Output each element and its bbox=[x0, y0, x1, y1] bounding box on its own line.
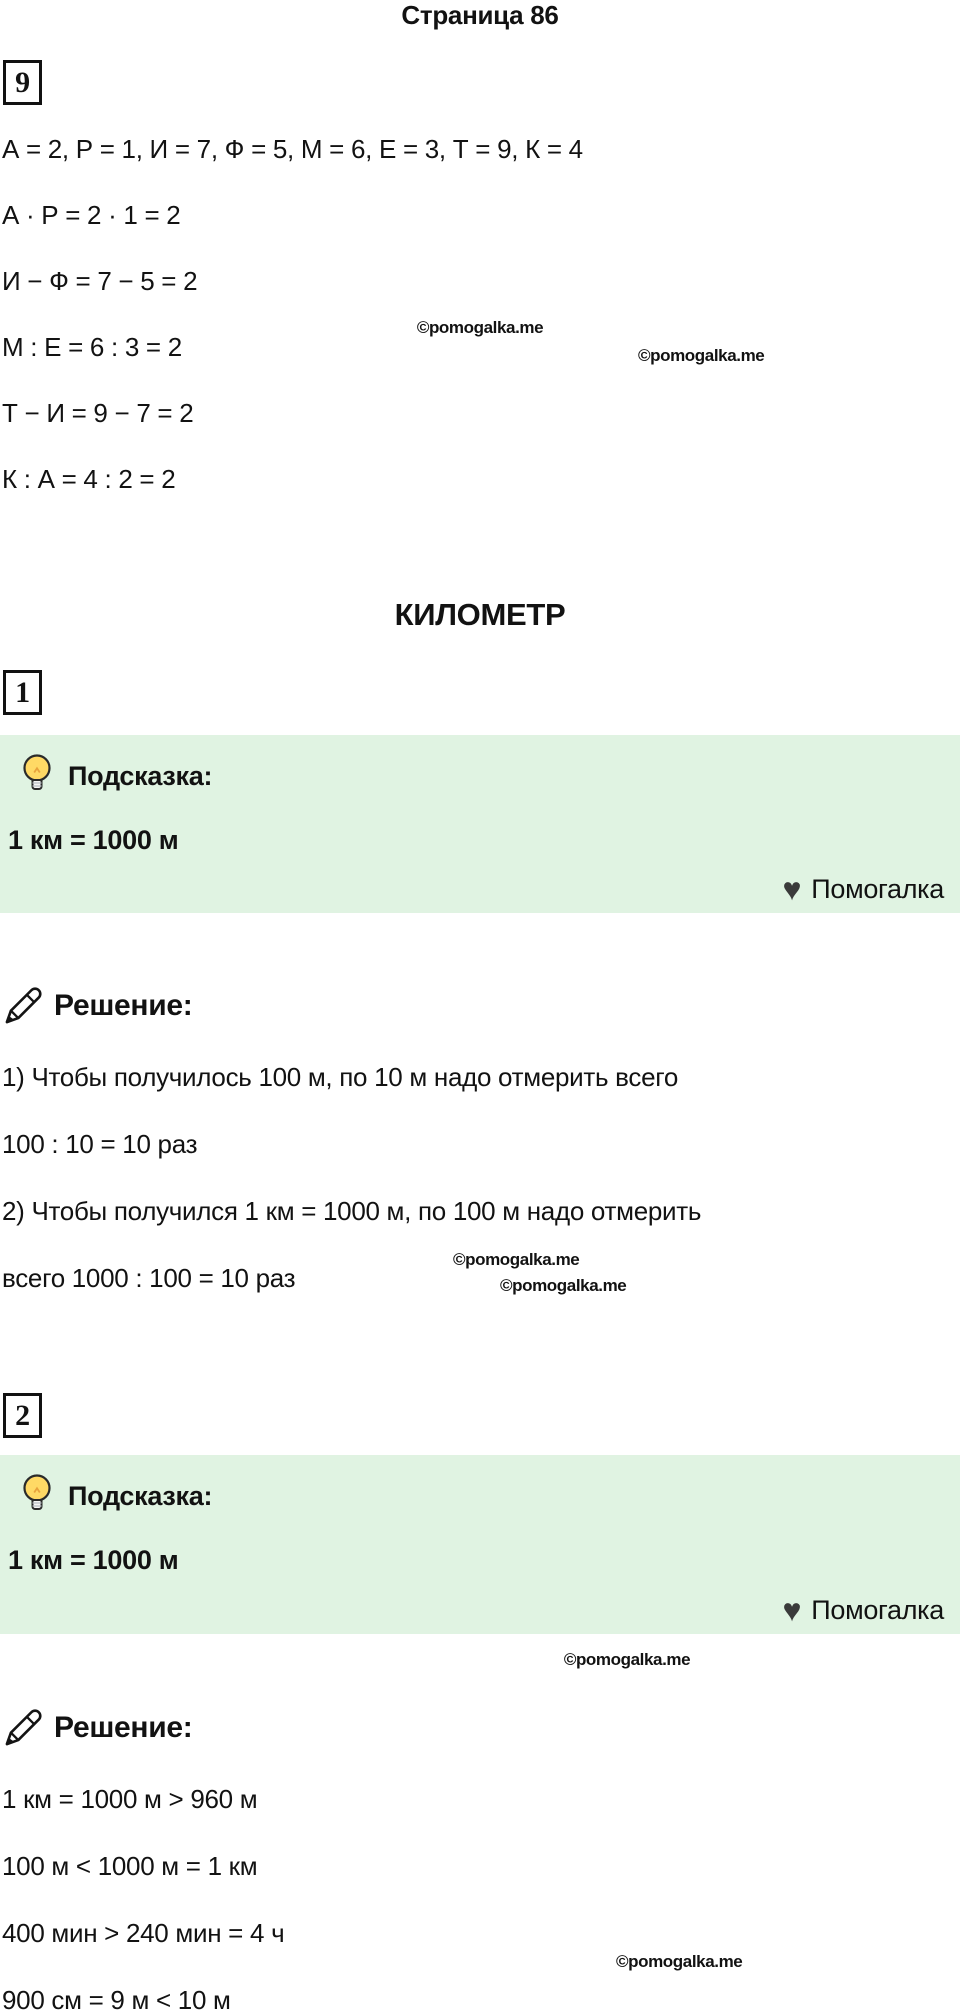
solution-line: 2) Чтобы получился 1 км = 1000 м, по 100 м надо отмерить bbox=[2, 1196, 702, 1226]
problem1-solution-header bbox=[2, 985, 192, 1027]
problem9-number: 9 bbox=[15, 65, 30, 99]
lightbulb-icon bbox=[20, 753, 54, 799]
problem2-number-box bbox=[3, 1393, 42, 1438]
watermark: ©pomogalka.me bbox=[563, 1650, 691, 1669]
solution-line: 900 см = 9 м < 10 м bbox=[2, 1985, 231, 2014]
hint-label: Подсказка: bbox=[68, 761, 213, 791]
watermark: ©pomogalka.me bbox=[638, 346, 765, 365]
equation-line: А = 2, Р = 1, И = 7, Ф = 5, М = 6, Е = 3, Т = 9, К = 4 bbox=[2, 134, 583, 164]
section-title: КИЛОМЕТР bbox=[394, 597, 566, 632]
heart-icon: ♥ bbox=[782, 1592, 802, 1628]
equation-line: И − Ф = 7 − 5 = 2 bbox=[2, 266, 198, 296]
brand-name: Помогалка bbox=[811, 874, 944, 904]
problem2-number: 2 bbox=[15, 1398, 30, 1432]
hint-text: 1 км = 1000 м bbox=[8, 825, 179, 855]
solution-line: 1) Чтобы получилось 100 м, по 10 м надо отмерить всего bbox=[2, 1062, 678, 1092]
hint-header bbox=[0, 1455, 960, 1519]
solution-line: 100 : 10 = 10 раз bbox=[2, 1129, 198, 1159]
pencil-icon bbox=[2, 1707, 44, 1749]
hint-header bbox=[0, 735, 960, 799]
hint-text: 1 км = 1000 м bbox=[8, 1545, 179, 1575]
equation-line: М : Е = 6 : 3 = 2 bbox=[2, 332, 182, 362]
solution-line: 400 мин > 240 мин = 4 ч bbox=[2, 1918, 285, 1948]
equation-line: А · Р = 2 · 1 = 2 bbox=[2, 200, 181, 230]
equation-line: Т − И = 9 − 7 = 2 bbox=[2, 398, 194, 428]
problem2-solution-header bbox=[2, 1707, 192, 1749]
hint-label: Подсказка: bbox=[68, 1481, 213, 1511]
pencil-icon bbox=[2, 985, 44, 1027]
solution-line: 1 км = 1000 м > 960 м bbox=[2, 1784, 258, 1814]
heart-icon: ♥ bbox=[782, 871, 802, 907]
equation-line: К : А = 4 : 2 = 2 bbox=[2, 464, 176, 494]
watermark: ©pomogalka.me bbox=[616, 1952, 743, 1971]
solution-label: Решение: bbox=[54, 989, 193, 1022]
problem2-hint-box bbox=[0, 1455, 960, 1634]
problem9-number-box bbox=[3, 60, 42, 105]
brand-badge bbox=[783, 1594, 944, 1626]
watermark: ©pomogalka.me bbox=[453, 1250, 580, 1269]
page-title: Страница 86 bbox=[401, 0, 559, 30]
watermark: ©pomogalka.me bbox=[416, 318, 544, 337]
brand-badge bbox=[783, 873, 944, 905]
problem1-hint-box bbox=[0, 735, 960, 913]
watermark: ©pomogalka.me bbox=[500, 1276, 627, 1295]
lightbulb-icon bbox=[20, 1473, 54, 1519]
solution-line: всего 1000 : 100 = 10 раз bbox=[2, 1263, 296, 1293]
problem1-number-box bbox=[3, 670, 42, 715]
problem1-number: 1 bbox=[15, 675, 30, 709]
solution-line: 100 м < 1000 м = 1 км bbox=[2, 1851, 258, 1881]
problem2-solution-lines bbox=[2, 1784, 284, 2014]
brand-name: Помогалка bbox=[811, 1595, 944, 1625]
solution-label: Решение: bbox=[54, 1711, 193, 1744]
